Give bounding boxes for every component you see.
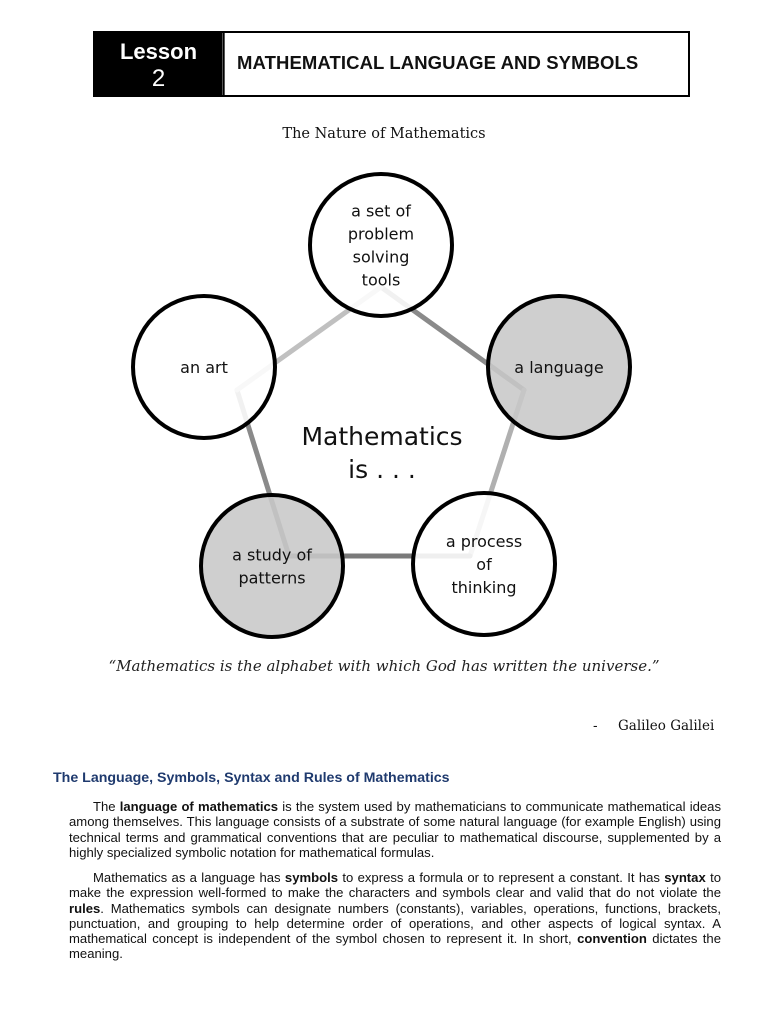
node-label: an art (180, 358, 228, 377)
bold-term: symbols (284, 870, 339, 885)
diagram-node (488, 296, 630, 438)
text-run: to express a formula or to represent a constant. It has (338, 870, 665, 885)
node-label: a study of (232, 545, 312, 565)
text-run: is the system used by mathematicians to communicate mathematical ideas among themselves. This language consists of a substrate of some natural language (for example English) using technical terms and grammatical conventions that are peculiar to mathematical discourse, supplemented by a highly specialized symbolic notation for mathematical formulas. (69, 799, 721, 860)
bold-term: language of mathematics (119, 799, 279, 814)
bold-term: syntax (664, 870, 706, 885)
attribution-dash: - (593, 718, 598, 734)
section-heading: The Language, Symbols, Syntax and Rules of Mathematics (53, 770, 450, 786)
node-circle (201, 495, 343, 637)
attribution-name: Galileo Galilei (618, 718, 715, 734)
diagram-center-line-1: Mathematics (301, 422, 463, 451)
quote: “Mathematics is the alphabet with which God has written the universe.” (108, 657, 660, 675)
bold-term: convention (577, 931, 647, 947)
diagram-node (133, 296, 275, 438)
diagram-node (310, 174, 452, 316)
text-run: . Mathematics symbols can designate numbers (constants), variables, operations, functions, brackets, punctuation, and grouping to help determine order of operations, and other aspects of logical syntax. A mathematical concept is independent of the symbol chosen to represent it. In short, (69, 900, 721, 947)
diagram-node (413, 493, 555, 635)
lesson-word: Lesson (119, 39, 198, 64)
node-label: patterns (238, 568, 306, 588)
text-run: to make the expression well-formed to make the characters and symbols clear and valid that do not violate the (69, 870, 721, 901)
text-run: Mathematics as a language has (93, 870, 285, 885)
node-label: problem (347, 224, 415, 244)
lesson-title: MATHEMATICAL LANGUAGE AND SYMBOLS (237, 52, 639, 73)
paragraph-2 (69, 870, 721, 962)
paragraph-1 (69, 799, 721, 860)
bold-term: rules (69, 900, 101, 916)
node-label: of (476, 555, 492, 574)
diagram-title: The Nature of Mathematics (282, 126, 486, 142)
text-run: dictates the meaning. (69, 931, 722, 962)
node-label: tools (361, 270, 401, 290)
node-label: thinking (451, 578, 517, 597)
node-label: a language (514, 358, 604, 377)
node-label: solving (352, 247, 410, 267)
node-label: a set of (351, 201, 411, 221)
diagram-node (201, 495, 343, 637)
node-circle (310, 174, 452, 316)
lesson-number: 2 (151, 65, 166, 92)
node-label: a process (445, 532, 523, 551)
text-run: The (93, 799, 120, 814)
diagram-center-line-2: is . . . (348, 455, 416, 484)
